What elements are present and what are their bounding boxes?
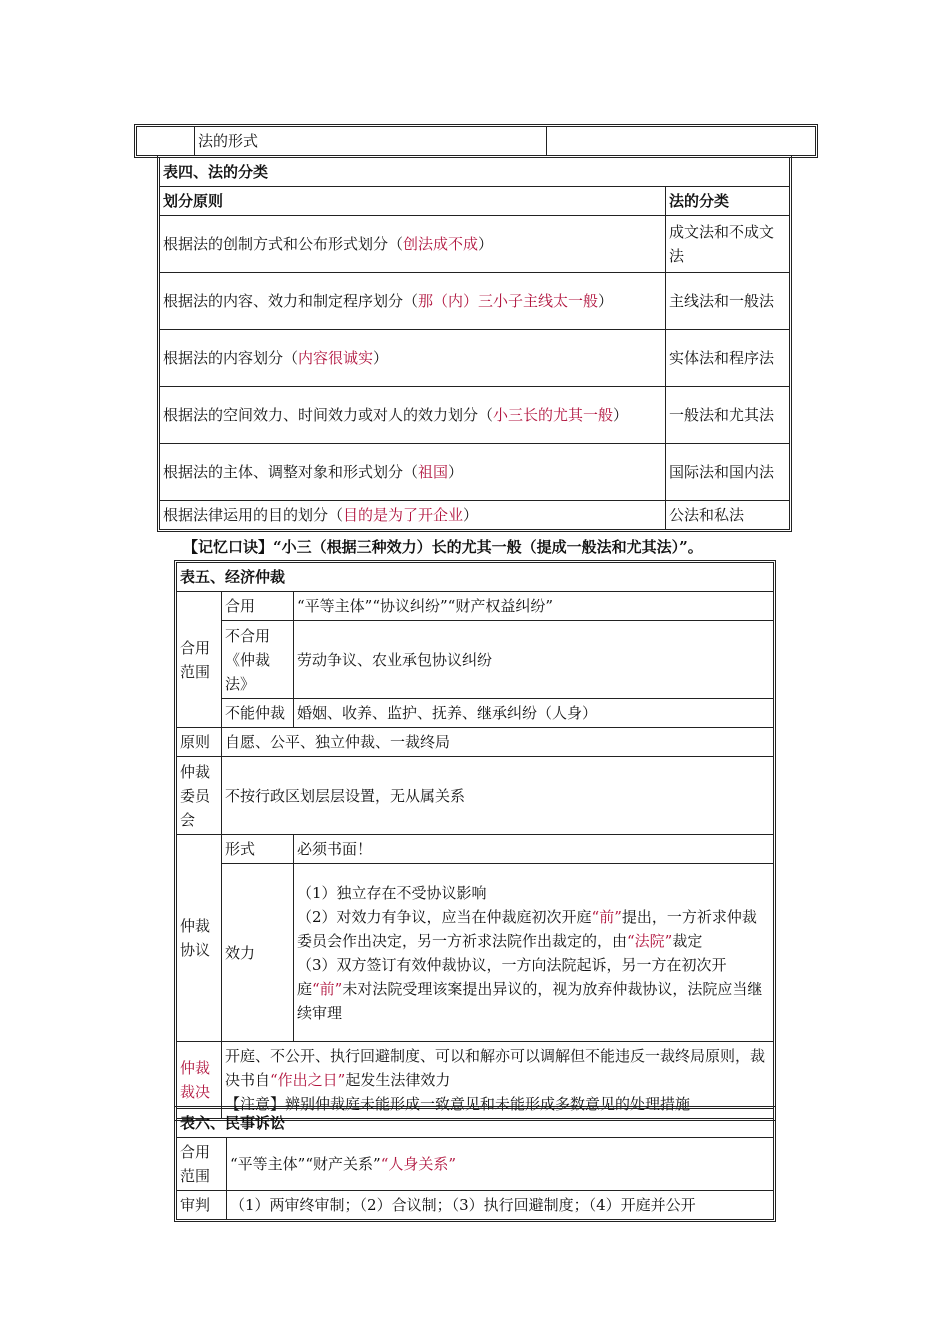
table4-law-classification bbox=[159, 157, 790, 530]
mnemonic-text: 小三长的尤其一般 bbox=[493, 406, 614, 424]
principle-cell: 根据法律运用的目的划分（目的是为了开企业） bbox=[160, 501, 666, 530]
not-apply-label: 不合用《仲裁法》 bbox=[222, 621, 294, 699]
cannot-arbitrate-label: 不能仲裁 bbox=[222, 699, 294, 728]
principle-value: 自愿、公平、独立仲裁、一裁终局 bbox=[222, 728, 774, 757]
award-note: 【注意】辨别仲裁庭未能形成一致意见和未能形成多数意见的处理措施 bbox=[225, 1095, 691, 1113]
top-right-cell bbox=[547, 127, 816, 156]
top-fragment-table bbox=[136, 126, 816, 156]
award-label: 仲裁裁决 bbox=[177, 1042, 222, 1119]
award-value: 开庭、不公开、执行回避制度、可以和解亦可以调解但不能违反一裁终局原则，裁决书自“作出之日”起发生法律效力 【注意】辨别仲裁庭未能形成一致意见和未能形成多数意见的处理措施 bbox=[222, 1042, 774, 1119]
category-cell: 主线法和一般法 bbox=[666, 273, 790, 330]
principle-cell: 根据法的创制方式和公布形式划分（创法成不成） bbox=[160, 216, 666, 273]
effect-item-1: （1）独立存在不受协议影响 bbox=[297, 883, 487, 902]
table5-economic-arbitration bbox=[176, 562, 774, 1119]
table4-header-principle: 划分原则 bbox=[160, 187, 666, 216]
principle-cell: 根据法的空间效力、时间效力或对人的效力划分（小三长的尤其一般） bbox=[160, 387, 666, 444]
table-row bbox=[160, 501, 790, 530]
category-cell: 实体法和程序法 bbox=[666, 330, 790, 387]
committee-label: 仲裁委员会 bbox=[177, 757, 222, 835]
form-label: 形式 bbox=[222, 835, 294, 864]
trial-label: 审判 bbox=[177, 1191, 227, 1220]
form-value: 必须书面！ bbox=[294, 835, 774, 864]
mnemonic-text: 那（内）三小子主线太一般 bbox=[418, 292, 599, 310]
table-row bbox=[160, 387, 790, 444]
trial-value: （1）两审终审制；（2）合议制；（3）执行回避制度；（4）开庭并公开 bbox=[227, 1191, 774, 1220]
agreement-label: 仲裁协议 bbox=[177, 835, 222, 1042]
mnemonic-text: 目的是为了开企业 bbox=[343, 506, 464, 524]
table6-title: 表六、民事诉讼 bbox=[177, 1109, 774, 1138]
table4-title: 表四、法的分类 bbox=[160, 158, 790, 187]
mnemonic-text: 祖国 bbox=[418, 463, 449, 481]
table5-title: 表五、经济仲裁 bbox=[177, 563, 774, 592]
cannot-arbitrate-value: 婚姻、收养、监护、抚养、继承纠纷（人身） bbox=[294, 699, 774, 728]
effect-item-2: （2）对效力有争议，应当在仲裁庭初次开庭“前”提出，一方祈求仲裁委员会作出决定，另一方祈求法院作出裁定的，由“法院”裁定 bbox=[297, 907, 757, 950]
principle-cell: 根据法的主体、调整对象和形式划分（祖国） bbox=[160, 444, 666, 501]
table6-civil-litigation bbox=[176, 1108, 774, 1220]
table-row bbox=[160, 330, 790, 387]
mnemonic-text: 创法成不成 bbox=[403, 235, 479, 253]
not-apply-value: 劳动争议、农业承包协议纠纷 bbox=[294, 621, 774, 699]
effect-label: 效力 bbox=[222, 864, 294, 1042]
scope-label: 合用范围 bbox=[177, 592, 222, 728]
table4-header-category: 法的分类 bbox=[666, 187, 790, 216]
table-row bbox=[160, 216, 790, 273]
table-row bbox=[160, 444, 790, 501]
mnemonic-text: 内容很诚实 bbox=[298, 349, 374, 367]
top-middle-cell: 法的形式 bbox=[195, 127, 547, 156]
table-row bbox=[160, 273, 790, 330]
principle-cell: 根据法的内容划分（内容很诚实） bbox=[160, 330, 666, 387]
principle-label: 原则 bbox=[177, 728, 222, 757]
apply-value: “平等主体”“协议纠纷”“财产权益纠纷” bbox=[294, 592, 774, 621]
effect-item-3: （3）双方签订有效仲裁协议，一方向法院起诉，另一方在初次开庭“前”未对法院受理该案提出异议的，视为放弃仲裁协议，法院应当继续审理 bbox=[297, 955, 763, 1022]
scope-label: 合用范围 bbox=[177, 1138, 227, 1191]
effect-value bbox=[294, 864, 774, 1042]
category-cell: 成文法和不成文法 bbox=[666, 216, 790, 273]
apply-label: 合用 bbox=[222, 592, 294, 621]
category-cell: 国际法和国内法 bbox=[666, 444, 790, 501]
scope-value: “平等主体”“财产关系”“人身关系” bbox=[227, 1138, 774, 1191]
top-left-cell bbox=[137, 127, 195, 156]
category-cell: 公法和私法 bbox=[666, 501, 790, 530]
memory-note: 【记忆口诀】“小三（根据三种效力）长的尤其一般（提成一般法和尤其法）”。 bbox=[183, 538, 703, 556]
committee-value: 不按行政区划层层设置，无从属关系 bbox=[222, 757, 774, 835]
category-cell: 一般法和尤其法 bbox=[666, 387, 790, 444]
principle-cell: 根据法的内容、效力和制定程序划分（那（内）三小子主线太一般） bbox=[160, 273, 666, 330]
